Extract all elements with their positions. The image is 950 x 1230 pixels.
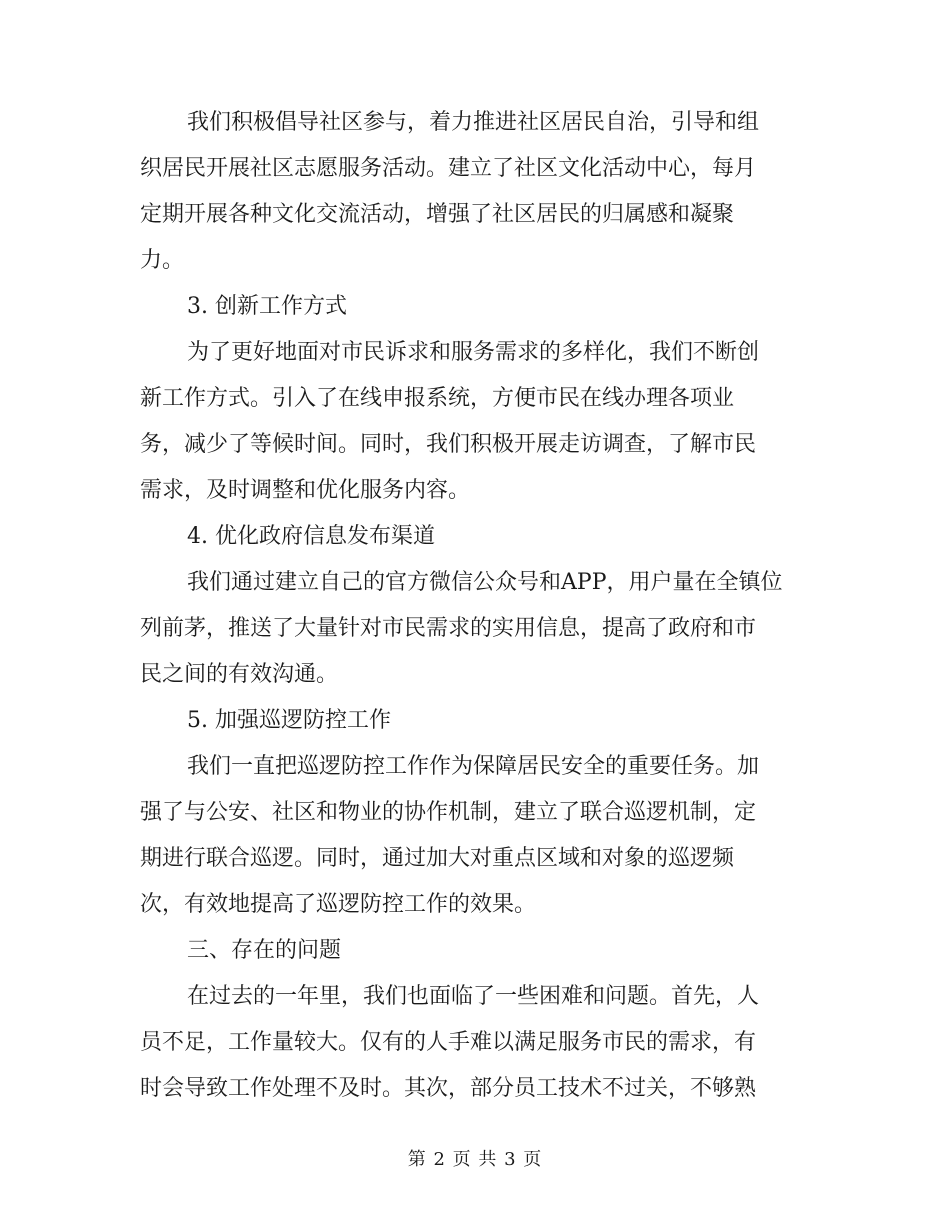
- paragraph-line: 民之间的有效沟通。: [140, 662, 339, 687]
- document-body: [140, 100, 815, 1112]
- paragraph-line: 织居民开展社区志愿服务活动。建立了社区文化活动中心，每月: [140, 156, 757, 181]
- paragraph-line: 次，有效地提高了巡逻防控工作的效果。: [140, 892, 537, 917]
- paragraph-line: 定期开展各种文化交流活动，增强了社区居民的归属感和凝聚: [140, 202, 735, 227]
- paragraph-line: 力。: [140, 248, 185, 273]
- section-heading: 4. 优化政府信息发布渠道: [187, 524, 435, 549]
- paragraph-line: 我们一直把巡逻防控工作作为保障居民安全的重要任务。加: [187, 754, 760, 779]
- paragraph-line: 务，减少了等候时间。同时，我们积极开展走访调查，了解市民: [140, 432, 757, 457]
- paragraph-line: 期进行联合巡逻。同时，通过加大对重点区域和对象的巡逻频: [140, 846, 735, 871]
- paragraph-line: 为了更好地面对市民诉求和服务需求的多样化，我们不断创: [187, 340, 760, 365]
- paragraph-line: 我们通过建立自己的官方微信公众号和APP，用户量在全镇位: [187, 570, 783, 595]
- paragraph-line: 列前茅，推送了大量针对市民需求的实用信息，提高了政府和市: [140, 616, 757, 641]
- section-heading: 3. 创新工作方式: [187, 294, 347, 319]
- section-heading: 5. 加强巡逻防控工作: [187, 708, 391, 733]
- page-number-footer: 第 2 页 共 3 页: [407, 1149, 543, 1170]
- paragraph-line: 在过去的一年里，我们也面临了一些困难和问题。首先，人: [187, 984, 760, 1009]
- section-heading: 三、存在的问题: [187, 938, 342, 963]
- paragraph-line: 需求，及时调整和优化服务内容。: [140, 478, 471, 503]
- paragraph-line: 时会导致工作处理不及时。其次，部分员工技术不过关，不够熟: [140, 1076, 757, 1101]
- paragraph-line: 强了与公安、社区和物业的协作机制，建立了联合巡逻机制，定: [140, 800, 757, 825]
- paragraph-line: 员不足，工作量较大。仅有的人手难以满足服务市民的需求，有: [140, 1030, 757, 1055]
- paragraph-line: 新工作方式。引入了在线申报系统，方便市民在线办理各项业: [140, 386, 735, 411]
- paragraph-line: 我们积极倡导社区参与，着力推进社区居民自治，引导和组: [187, 110, 760, 135]
